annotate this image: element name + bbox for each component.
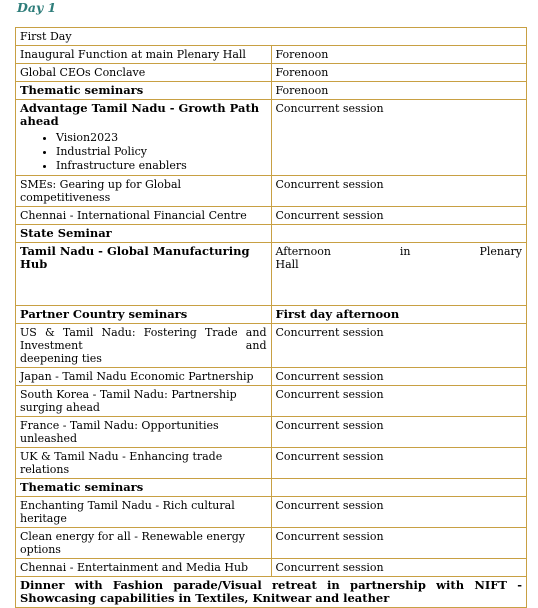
event-cell: South Korea - Tamil Nadu: Partnership surging ahead xyxy=(16,386,272,417)
time-line: Hall xyxy=(275,258,299,271)
table-row xyxy=(16,577,527,608)
event-cell: Global CEOs Conclave xyxy=(16,64,272,82)
time-cell: Concurrent session xyxy=(271,368,527,386)
event-cell: Chennai - International Financial Centre xyxy=(16,207,272,225)
time-cell: Concurrent session xyxy=(271,100,527,176)
time-cell: Concurrent session xyxy=(271,207,527,225)
table-row xyxy=(16,64,527,82)
event-cell: Enchanting Tamil Nadu - Rich cultural heritage xyxy=(16,497,272,528)
event-line: US & Tamil Nadu: Fostering Trade and Investment and xyxy=(20,326,267,352)
event-title: Advantage Tamil Nadu - Growth Path ahead xyxy=(20,101,260,128)
table-row xyxy=(16,368,527,386)
table-row xyxy=(16,46,527,64)
time-cell xyxy=(271,225,527,243)
dinner-line: Showcasing capabilities in Textiles, Knitwear and leather xyxy=(20,591,390,605)
table-row xyxy=(16,82,527,100)
event-cell: Inaugural Function at main Plenary Hall xyxy=(16,46,272,64)
time-cell xyxy=(271,243,527,306)
section-heading: State Seminar xyxy=(16,225,272,243)
list-item: • Vision2023 xyxy=(56,131,267,145)
time-cell: Concurrent session xyxy=(271,448,527,479)
time-line: Afternoon in Plenary xyxy=(275,245,522,258)
event-cell: UK & Tamil Nadu - Enhancing trade relations xyxy=(16,448,272,479)
list-item: • Industrial Policy xyxy=(56,145,267,159)
table-row xyxy=(16,386,527,417)
event-cell: Clean energy for all - Renewable energy options xyxy=(16,528,272,559)
time-cell: Concurrent session xyxy=(271,386,527,417)
table-row xyxy=(16,559,527,577)
section-heading: Thematic seminars xyxy=(16,479,272,497)
bullet-list xyxy=(20,131,267,173)
time-cell: Concurrent session xyxy=(271,497,527,528)
table-row xyxy=(16,324,527,368)
time-cell: Concurrent session xyxy=(271,528,527,559)
section-heading: Partner Country seminars xyxy=(16,306,272,324)
table-row xyxy=(16,225,527,243)
event-cell: SMEs: Gearing up for Global competitiveness xyxy=(16,176,272,207)
table-row xyxy=(16,417,527,448)
day-heading: Day 1 xyxy=(17,0,57,15)
event-cell: Chennai - Entertainment and Media Hub xyxy=(16,559,272,577)
time-cell: Concurrent session xyxy=(271,417,527,448)
section-heading: Thematic seminars xyxy=(16,82,272,100)
time-cell: Concurrent session xyxy=(271,559,527,577)
table-row xyxy=(16,207,527,225)
event-cell xyxy=(16,100,272,176)
table-row xyxy=(16,100,527,176)
table-row xyxy=(16,497,527,528)
dinner-line: Dinner with Fashion parade/Visual retreat in partnership with NIFT - xyxy=(20,578,522,592)
event-cell: Japan - Tamil Nadu Economic Partnership xyxy=(16,368,272,386)
time-cell: Forenoon xyxy=(271,46,527,64)
time-cell: Concurrent session xyxy=(271,324,527,368)
list-item: • Infrastructure enablers xyxy=(56,159,267,173)
schedule-table xyxy=(15,27,527,608)
time-cell: Forenoon xyxy=(271,82,527,100)
table-row xyxy=(16,306,527,324)
event-cell xyxy=(16,324,272,368)
event-line: deepening ties xyxy=(20,352,102,365)
time-cell xyxy=(271,479,527,497)
table-row xyxy=(16,479,527,497)
event-cell: France - Tamil Nadu: Opportunities unleashed xyxy=(16,417,272,448)
time-cell: Forenoon xyxy=(271,64,527,82)
dinner-cell xyxy=(16,577,527,608)
table-row xyxy=(16,28,527,46)
table-row xyxy=(16,448,527,479)
table-row xyxy=(16,243,527,306)
time-cell: Concurrent session xyxy=(271,176,527,207)
table-row xyxy=(16,176,527,207)
event-title: Tamil Nadu - Global Manufacturing Hub xyxy=(16,243,272,306)
time-cell: First day afternoon xyxy=(271,306,527,324)
first-day-label: First Day xyxy=(16,28,527,46)
table-row xyxy=(16,528,527,559)
